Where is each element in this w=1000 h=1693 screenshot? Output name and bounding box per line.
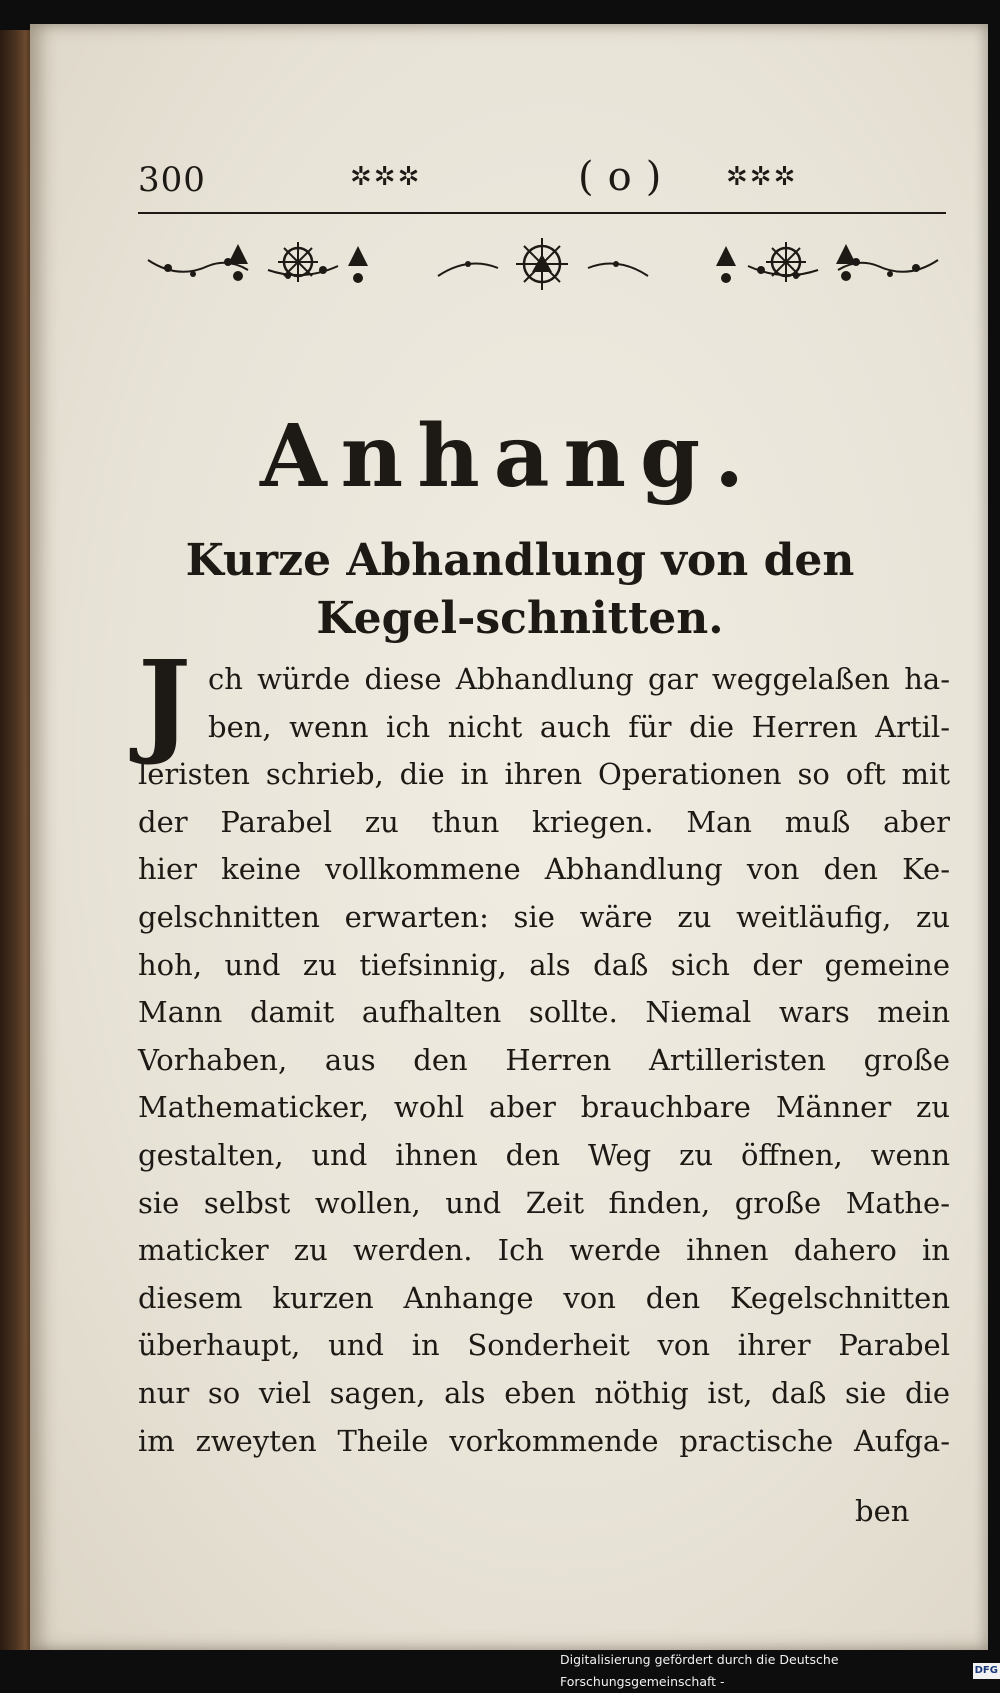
- text-line: nur so viel sagen, als eben nöthig ist, daß sie die: [138, 1375, 950, 1410]
- text-line: leristen schrieb, die in ihren Operationen so oft mit: [138, 757, 950, 792]
- text-line: der Parabel zu thun kriegen. Man muß aber: [138, 804, 950, 839]
- text-line: überhaupt, und in Sonderheit von ihrer Parabel: [138, 1328, 950, 1363]
- text-line: gelschnitten erwarten: sie wäre zu weitläufig, zu: [138, 899, 950, 934]
- text-line: im zweyten Theile vorkommende practische Aufga-: [138, 1423, 950, 1458]
- text-line: Vorhaben, aus den Herren Artilleristen große: [138, 1042, 950, 1077]
- text-line: hier keine vollkommene Abhandlung von den Ke-: [138, 852, 950, 887]
- running-head-mark: (o): [578, 154, 676, 200]
- catchword: ben: [855, 1494, 910, 1528]
- text-line: ben, wenn ich nicht auch für die Herren Artil-: [208, 709, 950, 744]
- digitization-footer: [560, 1652, 1000, 1689]
- footer-credit: Digitalisierung gefördert durch die Deutsche Forschungsgemeinschaft -: [560, 1652, 839, 1689]
- text-line: ch würde diese Abhandlung gar weggelaßen ha-: [208, 662, 950, 696]
- text-line: hoh, und zu tiefsinnig, als daß sich der gemeine: [138, 947, 950, 982]
- text-line: Mann damit aufhalten sollte. Niemal wars mein: [138, 995, 950, 1030]
- book-page: [30, 24, 988, 1650]
- text-line: maticker zu werden. Ich werde ihnen dahero in: [138, 1233, 950, 1268]
- dfg-logo-icon: DFG: [973, 1663, 1000, 1679]
- floral-vignette-icon: [138, 236, 946, 306]
- text-line: Mathematicker, wohl aber brauchbare Männer zu: [138, 1090, 950, 1125]
- chapter-subtitle: Kurze Abhandlung von den Kegel-schnitten.: [185, 535, 855, 644]
- head-rule: [138, 212, 946, 214]
- body-text: [138, 637, 950, 1465]
- text-line: diesem kurzen Anhange von den Kegelschnitten: [138, 1280, 950, 1315]
- text-line: sie selbst wollen, und Zeit finden, große Mathe-: [138, 1185, 950, 1220]
- running-head: [138, 142, 938, 208]
- book-spine: [0, 30, 34, 1650]
- page-number: 300: [138, 160, 206, 200]
- text-line: gestalten, und ihnen den Weg zu öffnen, wenn: [138, 1137, 950, 1172]
- drop-cap: J: [138, 637, 191, 768]
- head-ornament-left-icon: ✲✲✲: [350, 162, 422, 192]
- chapter-title: Anhang.: [259, 406, 759, 507]
- head-ornament-right-icon: ✲✲✲: [726, 162, 798, 192]
